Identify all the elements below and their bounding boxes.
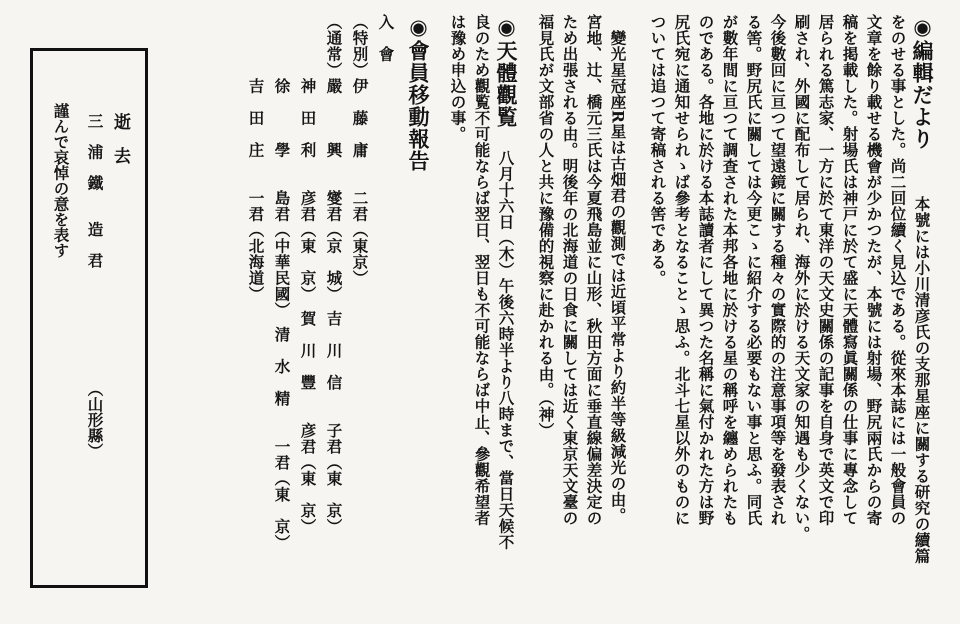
editorial-heading: ◉編輯だより (910, 14, 935, 150)
editorial-line: 福見氏が文部省の人と共に豫備的視察に赴かれる由。（神） (536, 14, 556, 439)
obituary-region: （山形縣） (85, 381, 105, 459)
member-row: 神 田 利 彦君（東 京） 賀 川 豐 彦君（東 京） (298, 14, 318, 535)
editorial-line: 居られる篤志家、一方に於て東洋の天文史關係の記事を自身で英文で印 (816, 14, 836, 526)
editorial-line: 尻氏宛に通知せられゝば參考となることゝ思ふ。北斗七星以外のものに (672, 14, 692, 526)
obituary-heading: 逝 去 (110, 113, 130, 164)
admission-label: 入 會 (376, 14, 396, 62)
editorial-line: をのせる事とした。尚二回位續く見込である。從來本誌には一般會員の (888, 14, 908, 526)
member-row: 徐 學 島君（中華民國） 清 水 精 一君（東 京） (272, 14, 292, 551)
members-heading: ◉會員移動報告 (406, 14, 431, 172)
observation-line: 良のため觀覧不可能ならば翌日、翌日も不可能ならば中止、參觀希望者 (472, 14, 492, 526)
member-row: 吉 田 庄 一君（北海道） (246, 14, 266, 302)
observation-line: は豫め申込の事。 (448, 14, 468, 142)
obituary-condolence: 謹んで哀悼の意を表す (51, 103, 71, 258)
observation-heading: ◉天體觀覧 (494, 14, 519, 128)
editorial-line: ついては追つて寄稿される筈である。 (648, 14, 668, 286)
observation-line: 八月十六日（木）午後六時半より八時まで、當日天候不 (496, 150, 516, 550)
editorial-line: 本號には小川清彦氏の支那星座に關する研究の續篇 (912, 196, 932, 564)
editorial-line: 文章を餘り載せる機會が少かつたが、本號には射場、野尻兩氏からの寄 (864, 14, 884, 526)
editorial-line: 變光星冠座R星は古畑君の觀測では近頃平常より約半等級減光の由。 (608, 14, 628, 524)
member-row: （通常）嚴 興 燮君（京 城） 吉 川 信 子君（東 京） (324, 14, 344, 535)
obituary-box (30, 48, 148, 588)
editorial-line: 刷され、外國に配布して居られ、海外に於ける天文家の知遇も少くない。 (792, 14, 812, 542)
editorial-line: 今後數回に亘つて望遠鏡に關する種々の實際的の注意事項等を發表され (768, 14, 788, 526)
editorial-line: ため出張される由。明後年の北海道の日食に關しては近く東京天文臺の (560, 14, 580, 526)
editorial-line: る筈。野尻氏に關しては今更こゝに紹介する必要もない事と思ふ。同氏 (744, 14, 764, 526)
editorial-line: のである。各地に於ける本誌讀者にして異つた名稱に氣付かれた方は野 (696, 14, 716, 526)
editorial-line: 稿を掲載した。射場氏は神戸に於て盛に天體寫眞關係の仕事に專念して (840, 14, 860, 526)
obituary-name: 三 浦 鐵 造 君 (85, 113, 105, 268)
editorial-line: が數年間に亘つて調査された本邦各地に於ける星の稱呼を纏められたも (720, 14, 740, 526)
member-row: （特別）伊 藤 庸 二君（東京） (350, 14, 370, 286)
editorial-line: 宮地、辻、橋元三氏は今夏飛島並に山形、秋田方面に垂直線偏差決定の (584, 14, 604, 526)
